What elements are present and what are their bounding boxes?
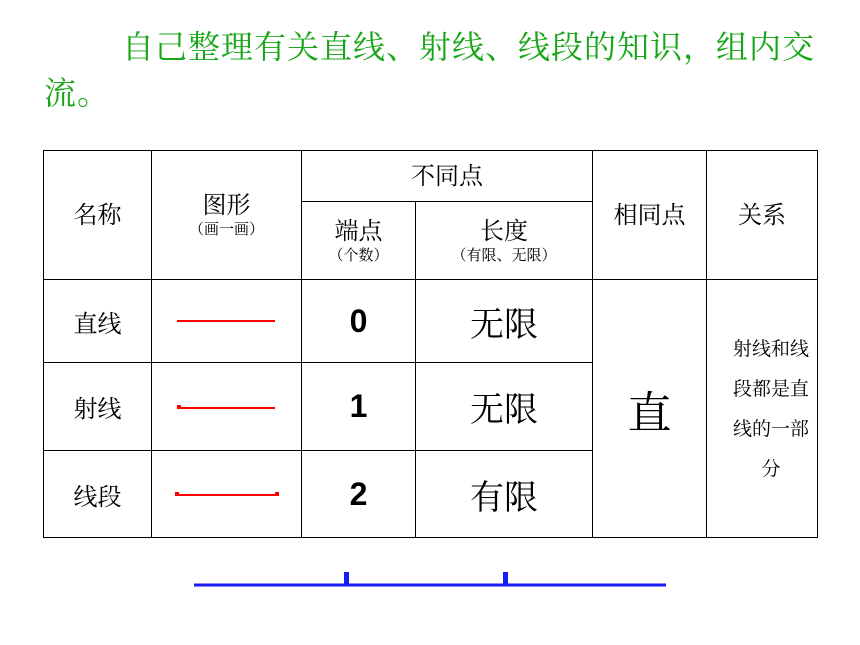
header-length: 长度 （有限、无限） [416,202,593,280]
endpoints-segment: 2 [302,451,416,538]
row-name-segment: 线段 [44,451,152,538]
length-segment: 有限 [416,451,593,538]
figure-ray [152,363,302,451]
segment-figure [173,488,281,500]
endpoints-ray: 1 [302,363,416,451]
endpoints-line: 0 [302,280,416,363]
relation-text: 射线和线段都是直线的一部分 [707,280,818,538]
straight-line-figure [175,316,279,326]
figure-segment [152,451,302,538]
header-endpoints: 端点 （个数） [302,202,416,280]
length-line: 无限 [416,280,593,363]
header-figure: 图形 （画一画） [152,151,302,280]
header-relation: 关系 [707,151,818,280]
figure-line [152,280,302,363]
header-name: 名称 [44,151,152,280]
ray-figure [175,401,279,413]
blue-point-2 [503,572,508,586]
row-name-line: 直线 [44,280,152,363]
blue-line-diagram [190,568,670,592]
blue-point-1 [344,572,349,586]
row-name-ray: 射线 [44,363,152,451]
table-row [44,280,818,363]
length-ray: 无限 [416,363,593,451]
knowledge-table [43,150,818,538]
header-same: 相同点 [593,151,707,280]
same-point: 直 [593,280,707,538]
page-title: 自己整理有关直线、射线、线段的知识，组内交流。 [44,28,816,112]
header-differences: 不同点 [302,151,593,202]
